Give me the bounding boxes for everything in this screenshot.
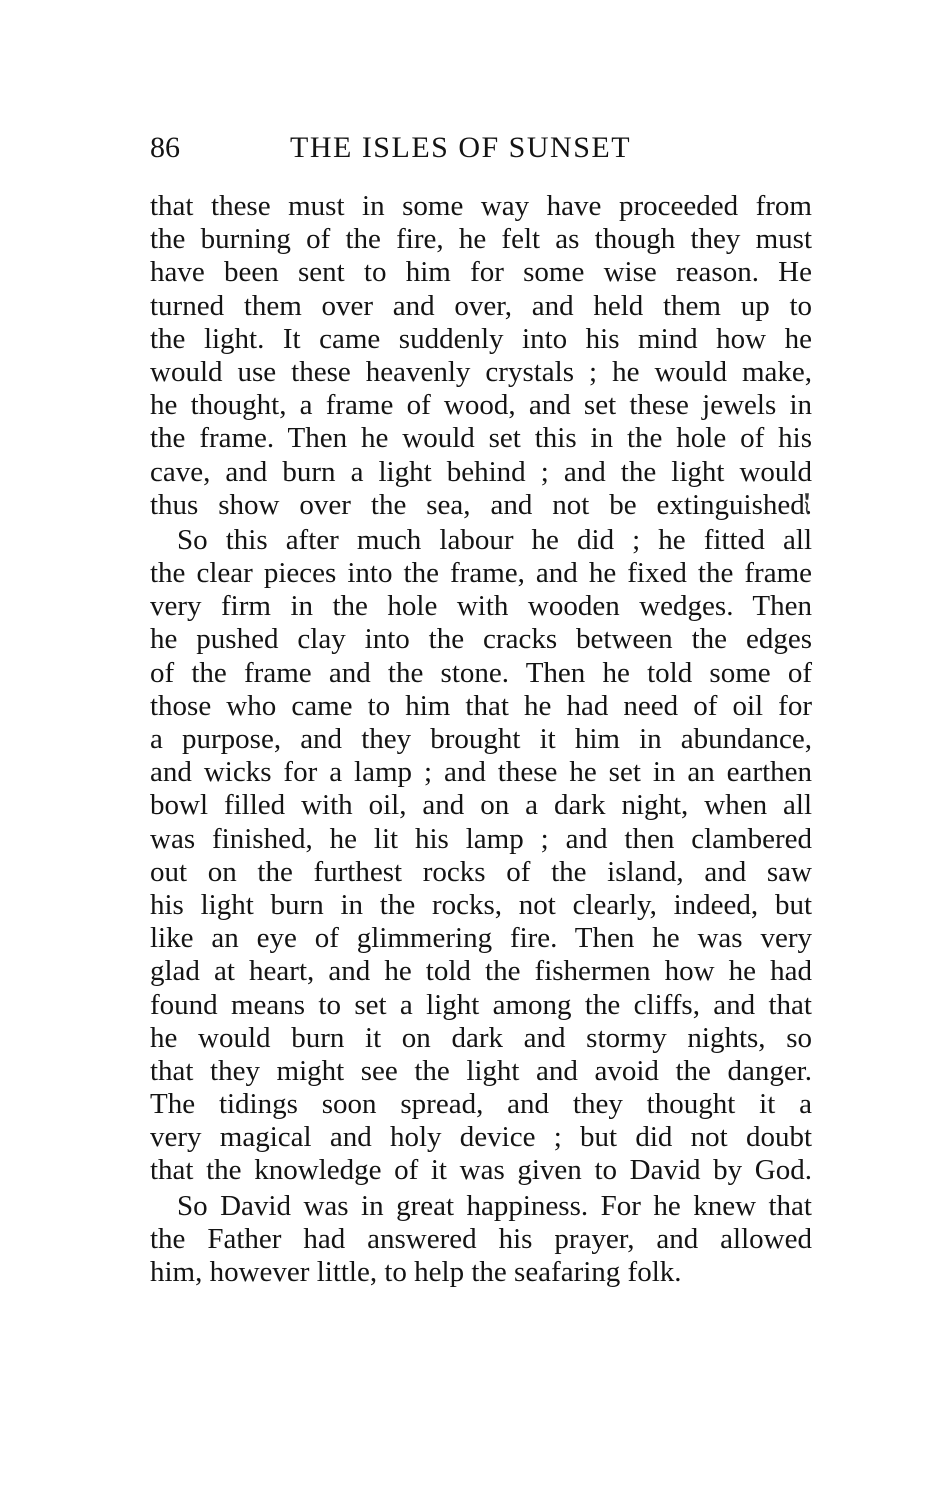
text-line: bowl filled with oil, and on a dark night, when all [150,789,812,822]
text-line: those who came to him that he had need of oil for [150,689,812,722]
paragraph [150,190,812,522]
paragraph [150,524,812,1188]
text-line: the frame. Then he would set this in the hole of his [150,422,812,455]
text-line: him, however little, to help the seafaring folk. [150,1256,682,1288]
text-line: of the frame and the stone. Then he told some of [150,656,812,689]
text-line: like an eye of glimmering fire. Then he was very [150,922,812,955]
body-text [150,190,812,1289]
text-line: found means to set a light among the cliffs, and that [150,988,812,1021]
text-line: the burning of the fire, he felt as though they must [150,223,812,256]
text-line: he would burn it on dark and stormy nights, so [150,1021,812,1054]
paragraph [150,1190,812,1290]
text-line: have been sent to him for some wise reason. He [150,256,812,289]
text-line: the Father had answered his prayer, and allowed [150,1222,812,1255]
text-line: very firm in the hole with wooden wedges. Then [150,590,812,623]
text-line: So this after much labour he did ; he fitted all [177,523,812,556]
text-line: was finished, he lit his lamp ; and then clambered [150,822,812,855]
text-line: that these must in some way have proceeded from [150,190,812,222]
margin-mark-icon [803,493,811,515]
text-line: the clear pieces into the frame, and he fixed the frame [150,557,812,590]
text-line: glad at heart, and he told the fishermen how he had [150,955,812,988]
text-line: that the knowledge of it was given to David by God. [150,1154,812,1187]
text-line: he pushed clay into the cracks between the edges [150,623,812,656]
text-line: very magical and holy device ; but did not doubt [150,1121,812,1154]
text-line: a purpose, and they brought it him in abundance, [150,723,812,755]
text-line: thus show over the sea, and not be extinguished. [150,488,812,521]
running-title: THE ISLES OF SUNSET [290,131,632,164]
page-number: 86 [150,131,180,164]
text-line: would use these heavenly crystals ; he would make, [150,355,812,388]
text-line: that they might see the light and avoid the danger. [150,1054,812,1087]
running-head [150,128,812,168]
text-line: his light burn in the rocks, not clearly, indeed, but [150,888,812,921]
text-line: and wicks for a lamp ; and these he set in an earthen [150,756,812,789]
text-line: So David was in great happiness. For he knew that [177,1189,812,1222]
text-line: the light. It came suddenly into his mind how he [150,322,812,355]
text-line: he thought, a frame of wood, and set these jewels in [150,389,812,422]
text-line: turned them over and over, and held them up to [150,289,812,322]
text-line: cave, and burn a light behind ; and the light would [150,455,812,488]
text-line: The tidings soon spread, and they thought it a [150,1088,812,1121]
text-line: out on the furthest rocks of the island, and saw [150,855,812,888]
